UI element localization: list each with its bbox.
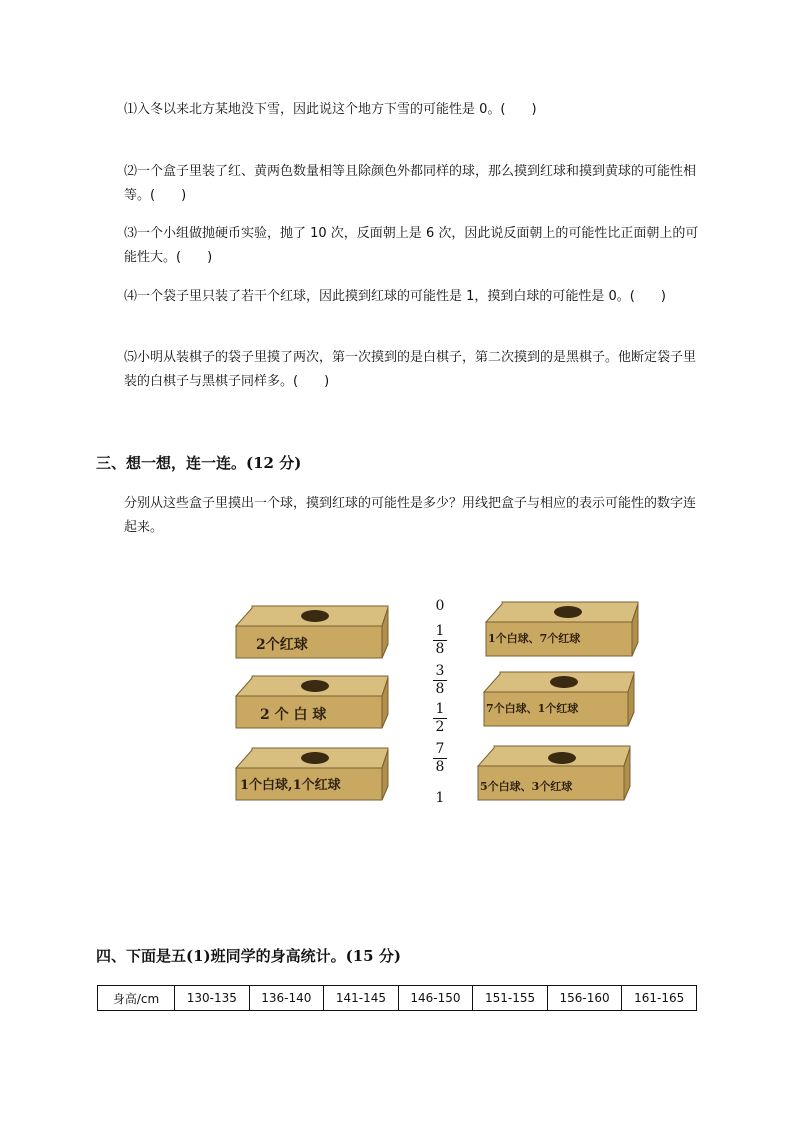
- box-right-3: [474, 744, 634, 802]
- fraction-1-2: [420, 702, 460, 735]
- table-row: [98, 986, 697, 1011]
- fraction-1-8-num: 1: [435, 623, 445, 639]
- question-5: [96, 346, 700, 394]
- table-cell: 136-140: [249, 986, 324, 1011]
- question-4-text: ⑷一个袋子里只装了若干个红球，因此摸到红球的可能性是 1，摸到白球的可能性是 0。( ): [124, 289, 666, 304]
- question-3-text: ⑶一个小组做抛硬币实验，抛了 10 次，反面朝上是 6 次，因此说反面朝上的可能性比正面朝上的可能性大。( ): [124, 226, 699, 265]
- table-cell: 146-150: [398, 986, 473, 1011]
- section-3-heading: 三、想一想，连一连。(12 分): [96, 454, 302, 472]
- box-left-3-label: 1个白球,1个红球: [240, 778, 341, 793]
- question-1: [96, 98, 700, 122]
- fraction-7-8-num: 7: [435, 741, 445, 757]
- table-cell: 141-145: [324, 986, 399, 1011]
- table-cell: 130-135: [175, 986, 250, 1011]
- table-cell: 156-160: [547, 986, 622, 1011]
- box-right-3-label: 5个白球、3个红球: [480, 780, 573, 793]
- box-left-3: [232, 746, 392, 802]
- box-left-2: [232, 674, 392, 730]
- question-5-text: ⑸小明从装棋子的袋子里摸了两次，第一次摸到的是白棋子，第二次摸到的是黑棋子。他断定袋子里装的白棋子与黑棋子同样多。( ): [124, 350, 697, 389]
- fraction-1-2-num: 1: [435, 701, 445, 717]
- fraction-1-8-den: 8: [435, 641, 445, 657]
- question-2: [96, 160, 700, 208]
- fraction-7-8-den: 8: [435, 759, 445, 775]
- section-4-heading: 四、下面是五(1)班同学的身高统计。(15 分): [96, 947, 401, 965]
- height-stat-table: [97, 985, 697, 1011]
- box-right-1-label: 1个白球、7个红球: [488, 632, 581, 645]
- table-cell: 身高/cm: [98, 986, 175, 1011]
- fraction-3-8: [420, 664, 460, 697]
- box-right-2-label: 7个白球、1个红球: [486, 702, 579, 715]
- fraction-3-8-num: 3: [435, 663, 445, 679]
- box-left-1: [232, 604, 392, 660]
- number-0: 0: [435, 598, 445, 614]
- number-1: 1: [435, 790, 445, 806]
- box-left-1-label: 2个红球: [256, 637, 308, 653]
- fraction-1-2-den: 2: [435, 719, 445, 735]
- box-left-2-label: 2 个 白 球: [260, 707, 327, 723]
- box-right-2: [480, 670, 638, 728]
- section-3-intro: [96, 492, 700, 540]
- question-2-text: ⑵一个盒子里装了红、黄两色数量相等且除颜色外都同样的球，那么摸到红球和摸到黄球的可能性相等。( ): [124, 164, 697, 203]
- section-3-intro-text: 分别从这些盒子里摸出一个球，摸到红球的可能性是多少？用线把盒子与相应的表示可能性的数字连起来。: [124, 496, 697, 535]
- fraction-3-8-den: 8: [435, 681, 445, 697]
- box-right-1: [482, 600, 642, 658]
- fraction-1-8: [420, 624, 460, 657]
- table-cell: 151-155: [473, 986, 548, 1011]
- question-4: [96, 285, 700, 309]
- question-1-text: ⑴入冬以来北方某地没下雪，因此说这个地方下雪的可能性是 0。( ): [124, 102, 537, 117]
- question-3: [96, 222, 700, 270]
- fraction-7-8: [420, 742, 460, 775]
- table-cell: 161-165: [622, 986, 697, 1011]
